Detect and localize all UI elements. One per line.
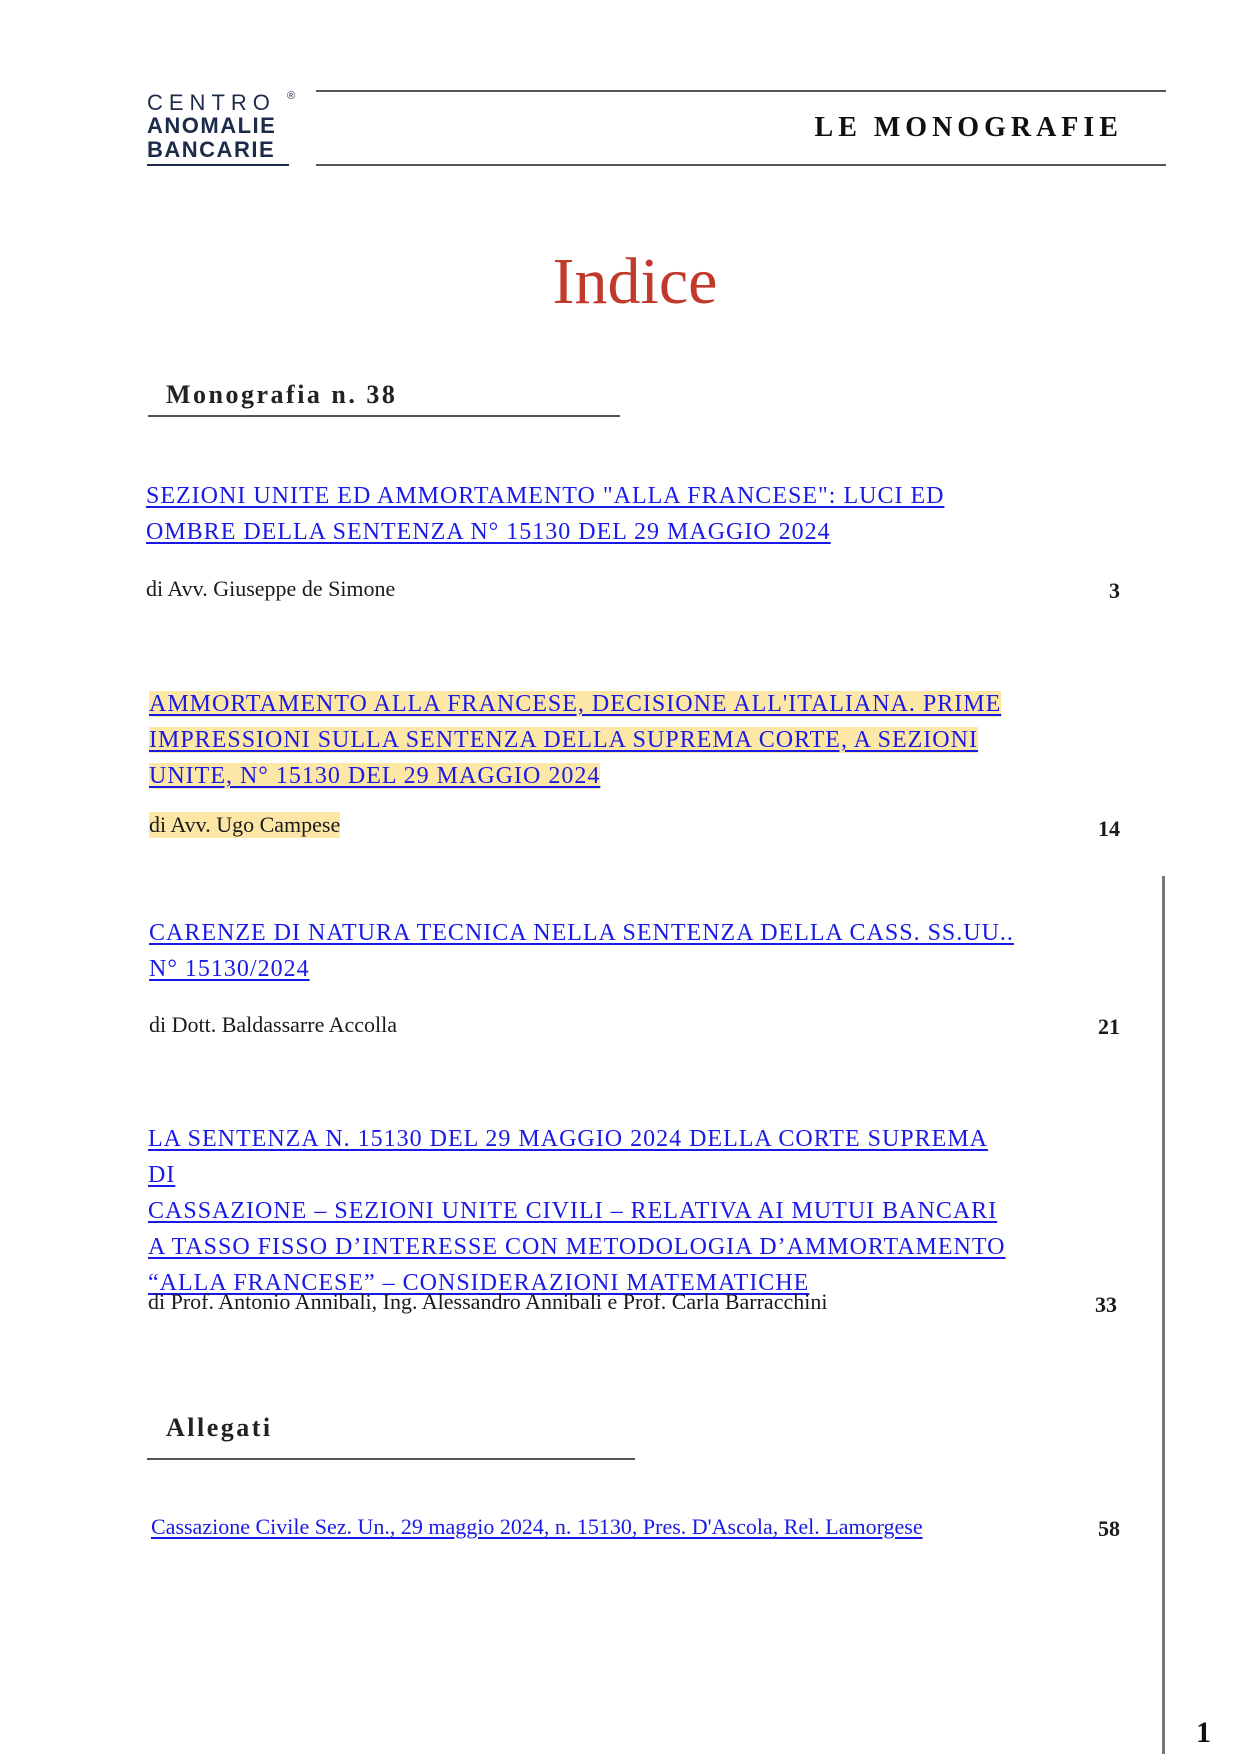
- toc-entry-title-line[interactable]: LA SENTENZA N. 15130 DEL 29 MAGGIO 2024 DELLA CORTE SUPREMA DI: [148, 1126, 988, 1188]
- toc-entry-title-link[interactable]: [149, 686, 1019, 794]
- toc-entry-page-number: 33: [1095, 1292, 1117, 1317]
- toc-entry[interactable]: [146, 478, 1016, 550]
- toc-entry-title-line[interactable]: SEZIONI UNITE ED AMMORTAMENTO "ALLA FRANCESE": LUCI ED: [146, 483, 945, 509]
- toc-entry-title-link[interactable]: [148, 1121, 1018, 1301]
- toc-entry-title-line[interactable]: OMBRE DELLA SENTENZA N° 15130 DEL 29 MAGGIO 2024: [146, 519, 831, 545]
- logo-underline: [147, 164, 289, 166]
- page-title: Indice: [552, 245, 718, 318]
- toc-entry-title-line[interactable]: “ALLA FRANCESE” – CONSIDERAZIONI MATEMATICHE: [148, 1270, 810, 1296]
- toc-entry-title-line[interactable]: AMMORTAMENTO ALLA FRANCESE, DECISIONE ALL'ITALIANA. PRIME: [149, 691, 1002, 717]
- toc-entry-title-line[interactable]: N° 15130/2024: [149, 956, 310, 982]
- logo-registered-mark: ®: [287, 90, 296, 102]
- logo-bancarie-text: BANCARIE: [147, 137, 276, 162]
- allegato-page-number: 58: [1098, 1516, 1120, 1541]
- toc-entry-title-line[interactable]: CASSAZIONE – SEZIONI UNITE CIVILI – RELATIVA AI MUTUI BANCARI: [148, 1198, 998, 1224]
- toc-entry-page-number: 14: [1098, 816, 1120, 841]
- section-rule-monografia: [148, 415, 620, 417]
- section-rule-allegati: [147, 1458, 635, 1460]
- toc-entry-title-line[interactable]: CARENZE DI NATURA TECNICA NELLA SENTENZA DELLA CASS. SS.UU..: [149, 920, 1014, 946]
- toc-entry-page-number: 21: [1098, 1014, 1120, 1039]
- header-title: LE MONOGRAFIE: [814, 112, 1123, 143]
- toc-entry-title-line[interactable]: UNITE, N° 15130 DEL 29 MAGGIO 2024: [149, 763, 601, 789]
- toc-entry-title-link[interactable]: [146, 478, 1016, 550]
- section-label-allegati: Allegati: [166, 1413, 273, 1442]
- section-label-monografia: Monografia n. 38: [166, 380, 398, 409]
- logo-anomalie-text: ANOMALIE: [147, 113, 277, 138]
- logo-centro-text: CENTRO: [147, 90, 276, 115]
- toc-entry-title-line[interactable]: A TASSO FISSO D’INTERESSE CON METODOLOGIA D’AMMORTAMENTO: [148, 1234, 1006, 1260]
- toc-entry-title-line[interactable]: IMPRESSIONI SULLA SENTENZA DELLA SUPREMA CORTE, A SEZIONI: [149, 727, 978, 753]
- logo: [147, 92, 297, 166]
- footer-page-number: 1: [1196, 1716, 1211, 1749]
- toc-entry-author: di Dott. Baldassarre Accolla: [149, 1012, 398, 1037]
- toc-entry-title-link[interactable]: [149, 915, 1019, 987]
- toc-entry[interactable]: [149, 686, 1019, 794]
- header-top-rule: [316, 90, 1166, 92]
- page-vertical-rule: [1162, 876, 1165, 1754]
- toc-entry-author: di Avv. Ugo Campese: [149, 812, 341, 837]
- toc-entry-author: di Avv. Giuseppe de Simone: [146, 576, 396, 601]
- header-bottom-rule: [316, 164, 1166, 166]
- allegato-link[interactable]: Cassazione Civile Sez. Un., 29 maggio 2024, n. 15130, Pres. D'Ascola, Rel. Lamorgese: [151, 1514, 923, 1539]
- toc-entry-author: di Prof. Antonio Annibali, Ing. Alessandro Annibali e Prof. Carla Barracchini: [148, 1289, 828, 1314]
- toc-entry[interactable]: [149, 915, 1019, 987]
- toc-entry-page-number: 3: [1109, 578, 1120, 603]
- toc-entry[interactable]: [148, 1121, 1018, 1301]
